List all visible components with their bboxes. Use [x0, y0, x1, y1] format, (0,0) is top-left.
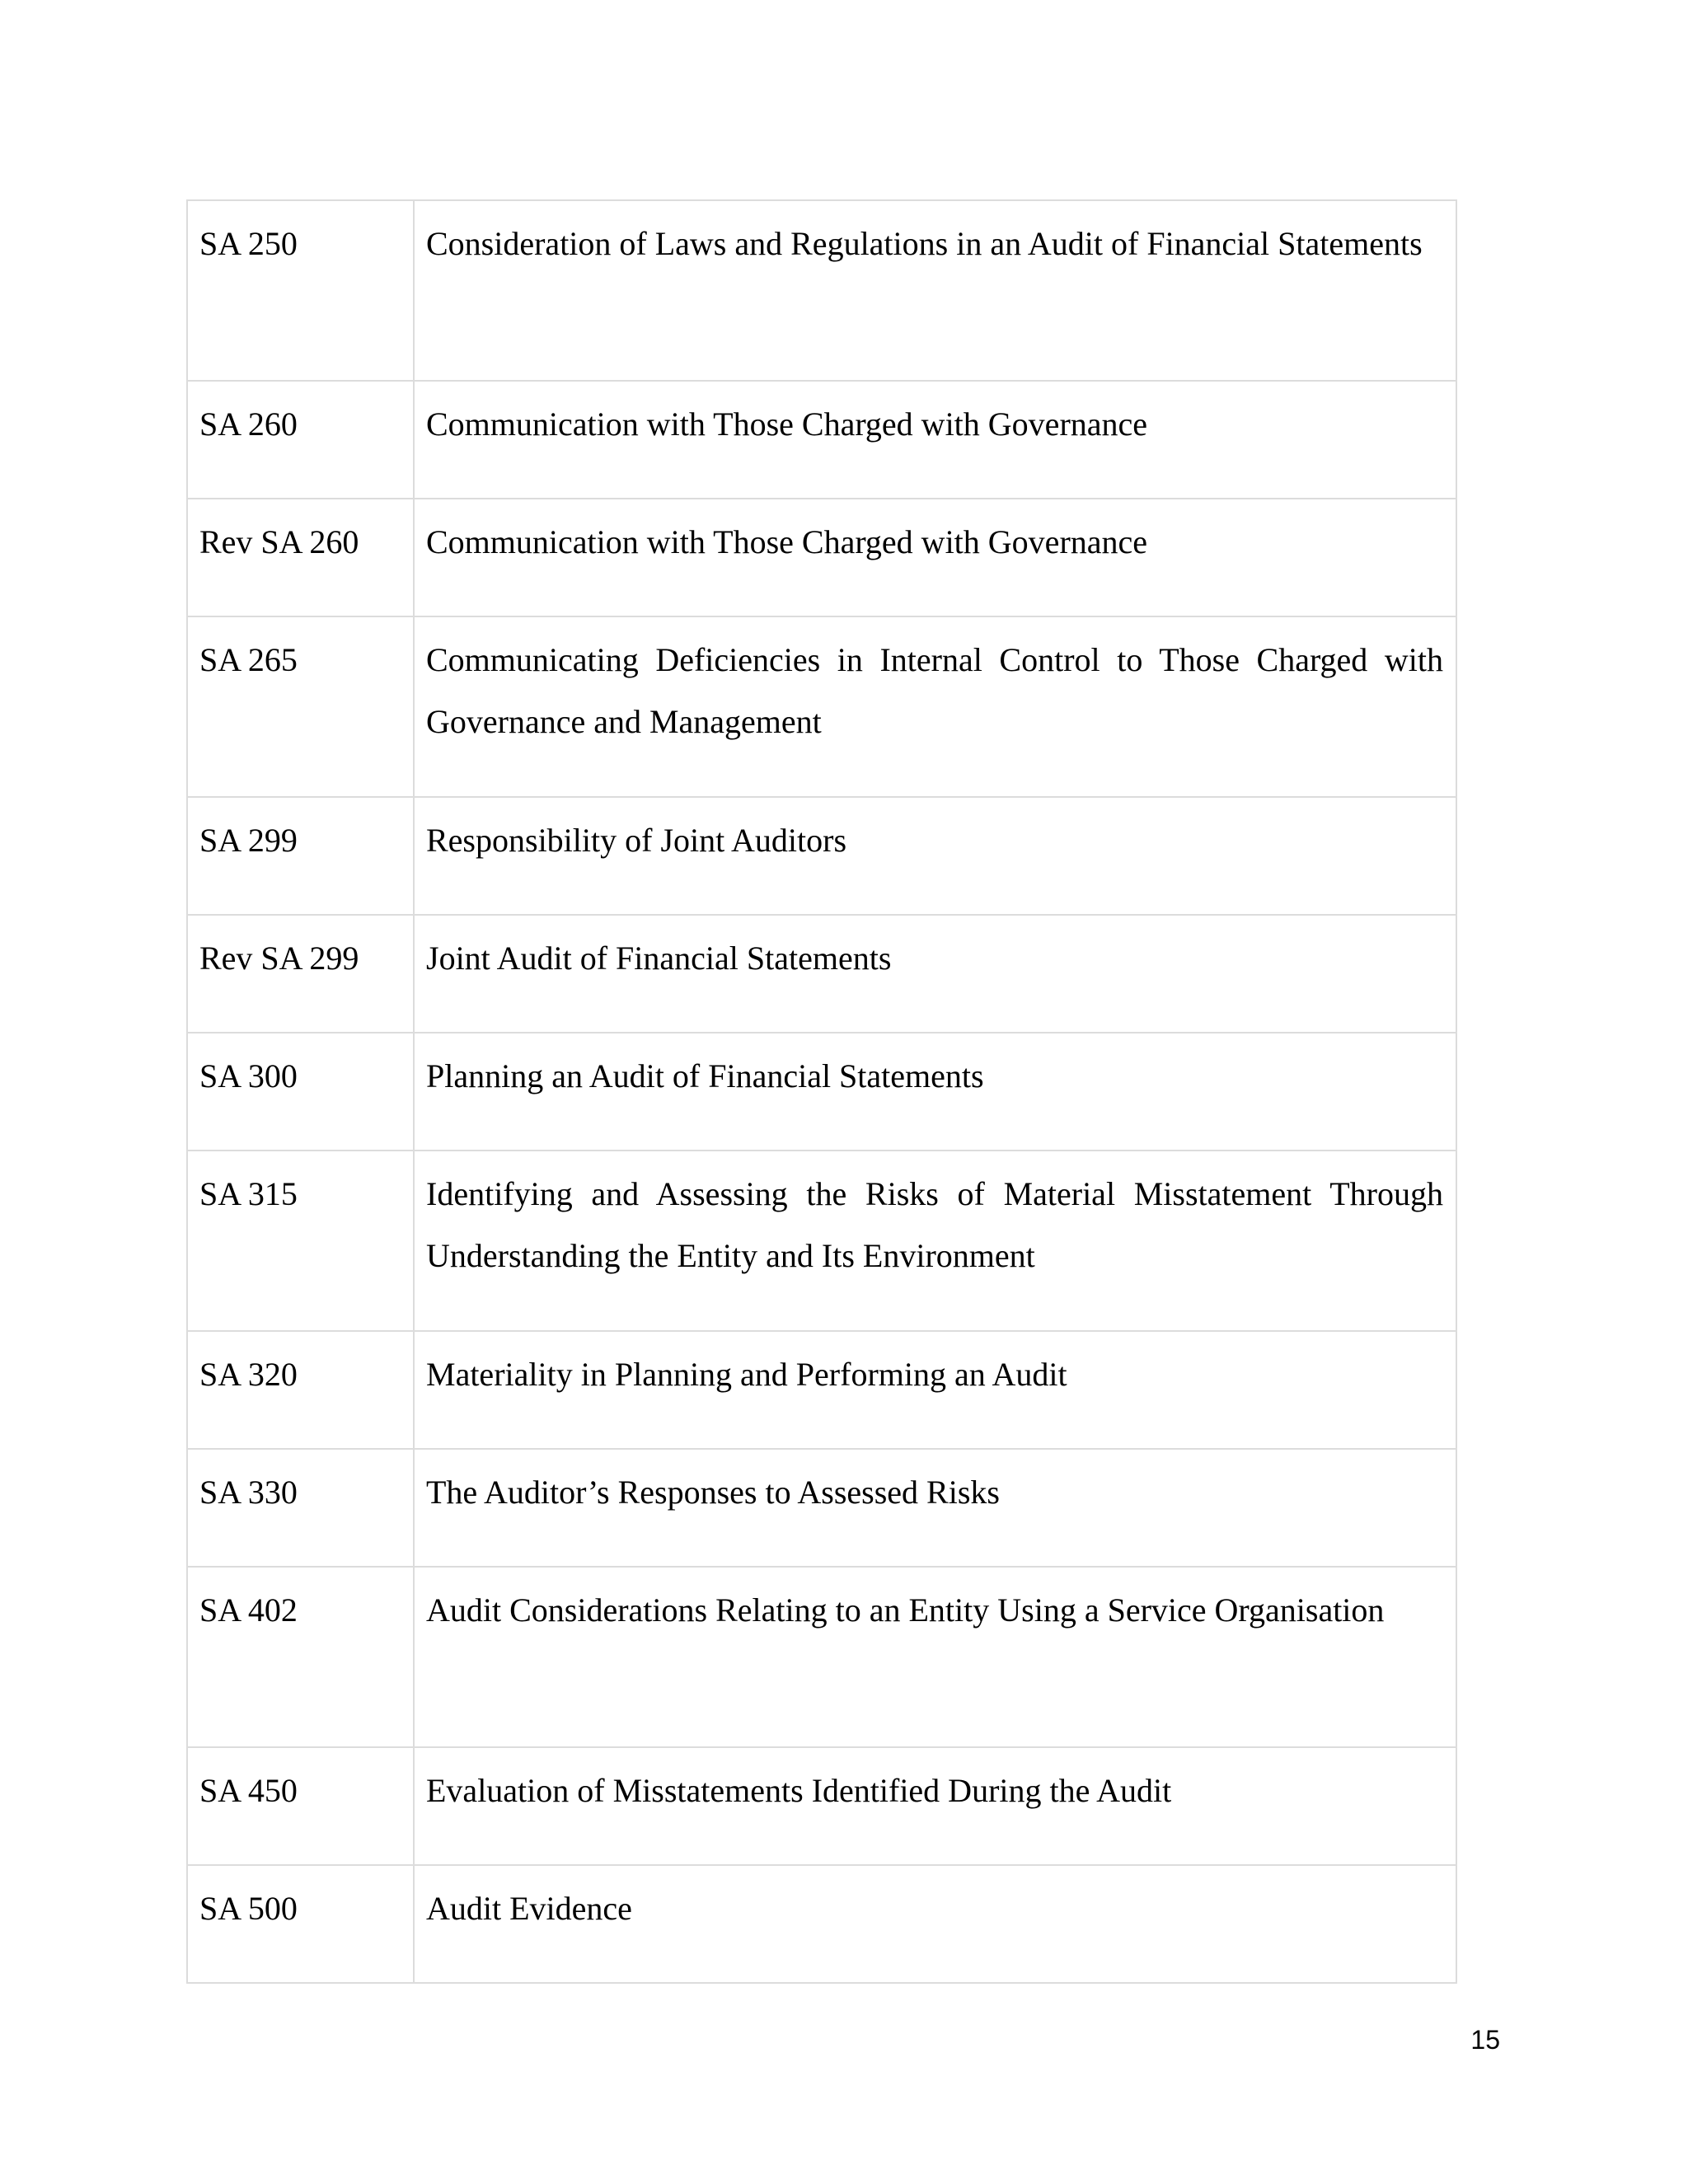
table-row: [187, 915, 1456, 1033]
standard-title: Communicating Deficiencies in Internal Control to Those Charged with Governance and Management: [414, 616, 1456, 797]
standard-code: SA 265: [187, 616, 414, 797]
standard-code: SA 260: [187, 381, 414, 499]
standard-code: SA 450: [187, 1747, 414, 1865]
standard-title: Communication with Those Charged with Governance: [414, 381, 1456, 499]
standard-title: Communication with Those Charged with Governance: [414, 499, 1456, 616]
standard-title: Identifying and Assessing the Risks of Material Misstatement Through Understanding the Entity and Its Environment: [414, 1151, 1456, 1331]
standard-title: Materiality in Planning and Performing an Audit: [414, 1331, 1456, 1449]
standard-code: SA 250: [187, 200, 414, 381]
table-row: [187, 499, 1456, 616]
standard-code: SA 402: [187, 1567, 414, 1747]
standard-title: Audit Considerations Relating to an Entity Using a Service Organisation: [414, 1567, 1456, 1747]
standard-title: Joint Audit of Financial Statements: [414, 915, 1456, 1033]
standards-table: [186, 199, 1457, 1984]
standard-title: Responsibility of Joint Auditors: [414, 797, 1456, 915]
standard-code: SA 330: [187, 1449, 414, 1567]
standard-title: The Auditor’s Responses to Assessed Risks: [414, 1449, 1456, 1567]
table-row: [187, 1033, 1456, 1151]
table-row: [187, 1151, 1456, 1331]
standard-code: Rev SA 299: [187, 915, 414, 1033]
standard-code: Rev SA 260: [187, 499, 414, 616]
standard-title: Consideration of Laws and Regulations in an Audit of Financial Statements: [414, 200, 1456, 381]
standard-code: SA 300: [187, 1033, 414, 1151]
standard-code: SA 500: [187, 1865, 414, 1983]
table-row: [187, 1865, 1456, 1983]
table-row: [187, 616, 1456, 797]
table-row: [187, 1331, 1456, 1449]
standard-title: Audit Evidence: [414, 1865, 1456, 1983]
standard-title: Evaluation of Misstatements Identified During the Audit: [414, 1747, 1456, 1865]
standard-code: SA 320: [187, 1331, 414, 1449]
table-row: [187, 1449, 1456, 1567]
table-row: [187, 1567, 1456, 1747]
page-number: 15: [1470, 2025, 1500, 2055]
standard-code: SA 315: [187, 1151, 414, 1331]
standard-code: SA 299: [187, 797, 414, 915]
table-row: [187, 1747, 1456, 1865]
standard-title: Planning an Audit of Financial Statements: [414, 1033, 1456, 1151]
table-row: [187, 381, 1456, 499]
table-row: [187, 200, 1456, 381]
table-row: [187, 797, 1456, 915]
